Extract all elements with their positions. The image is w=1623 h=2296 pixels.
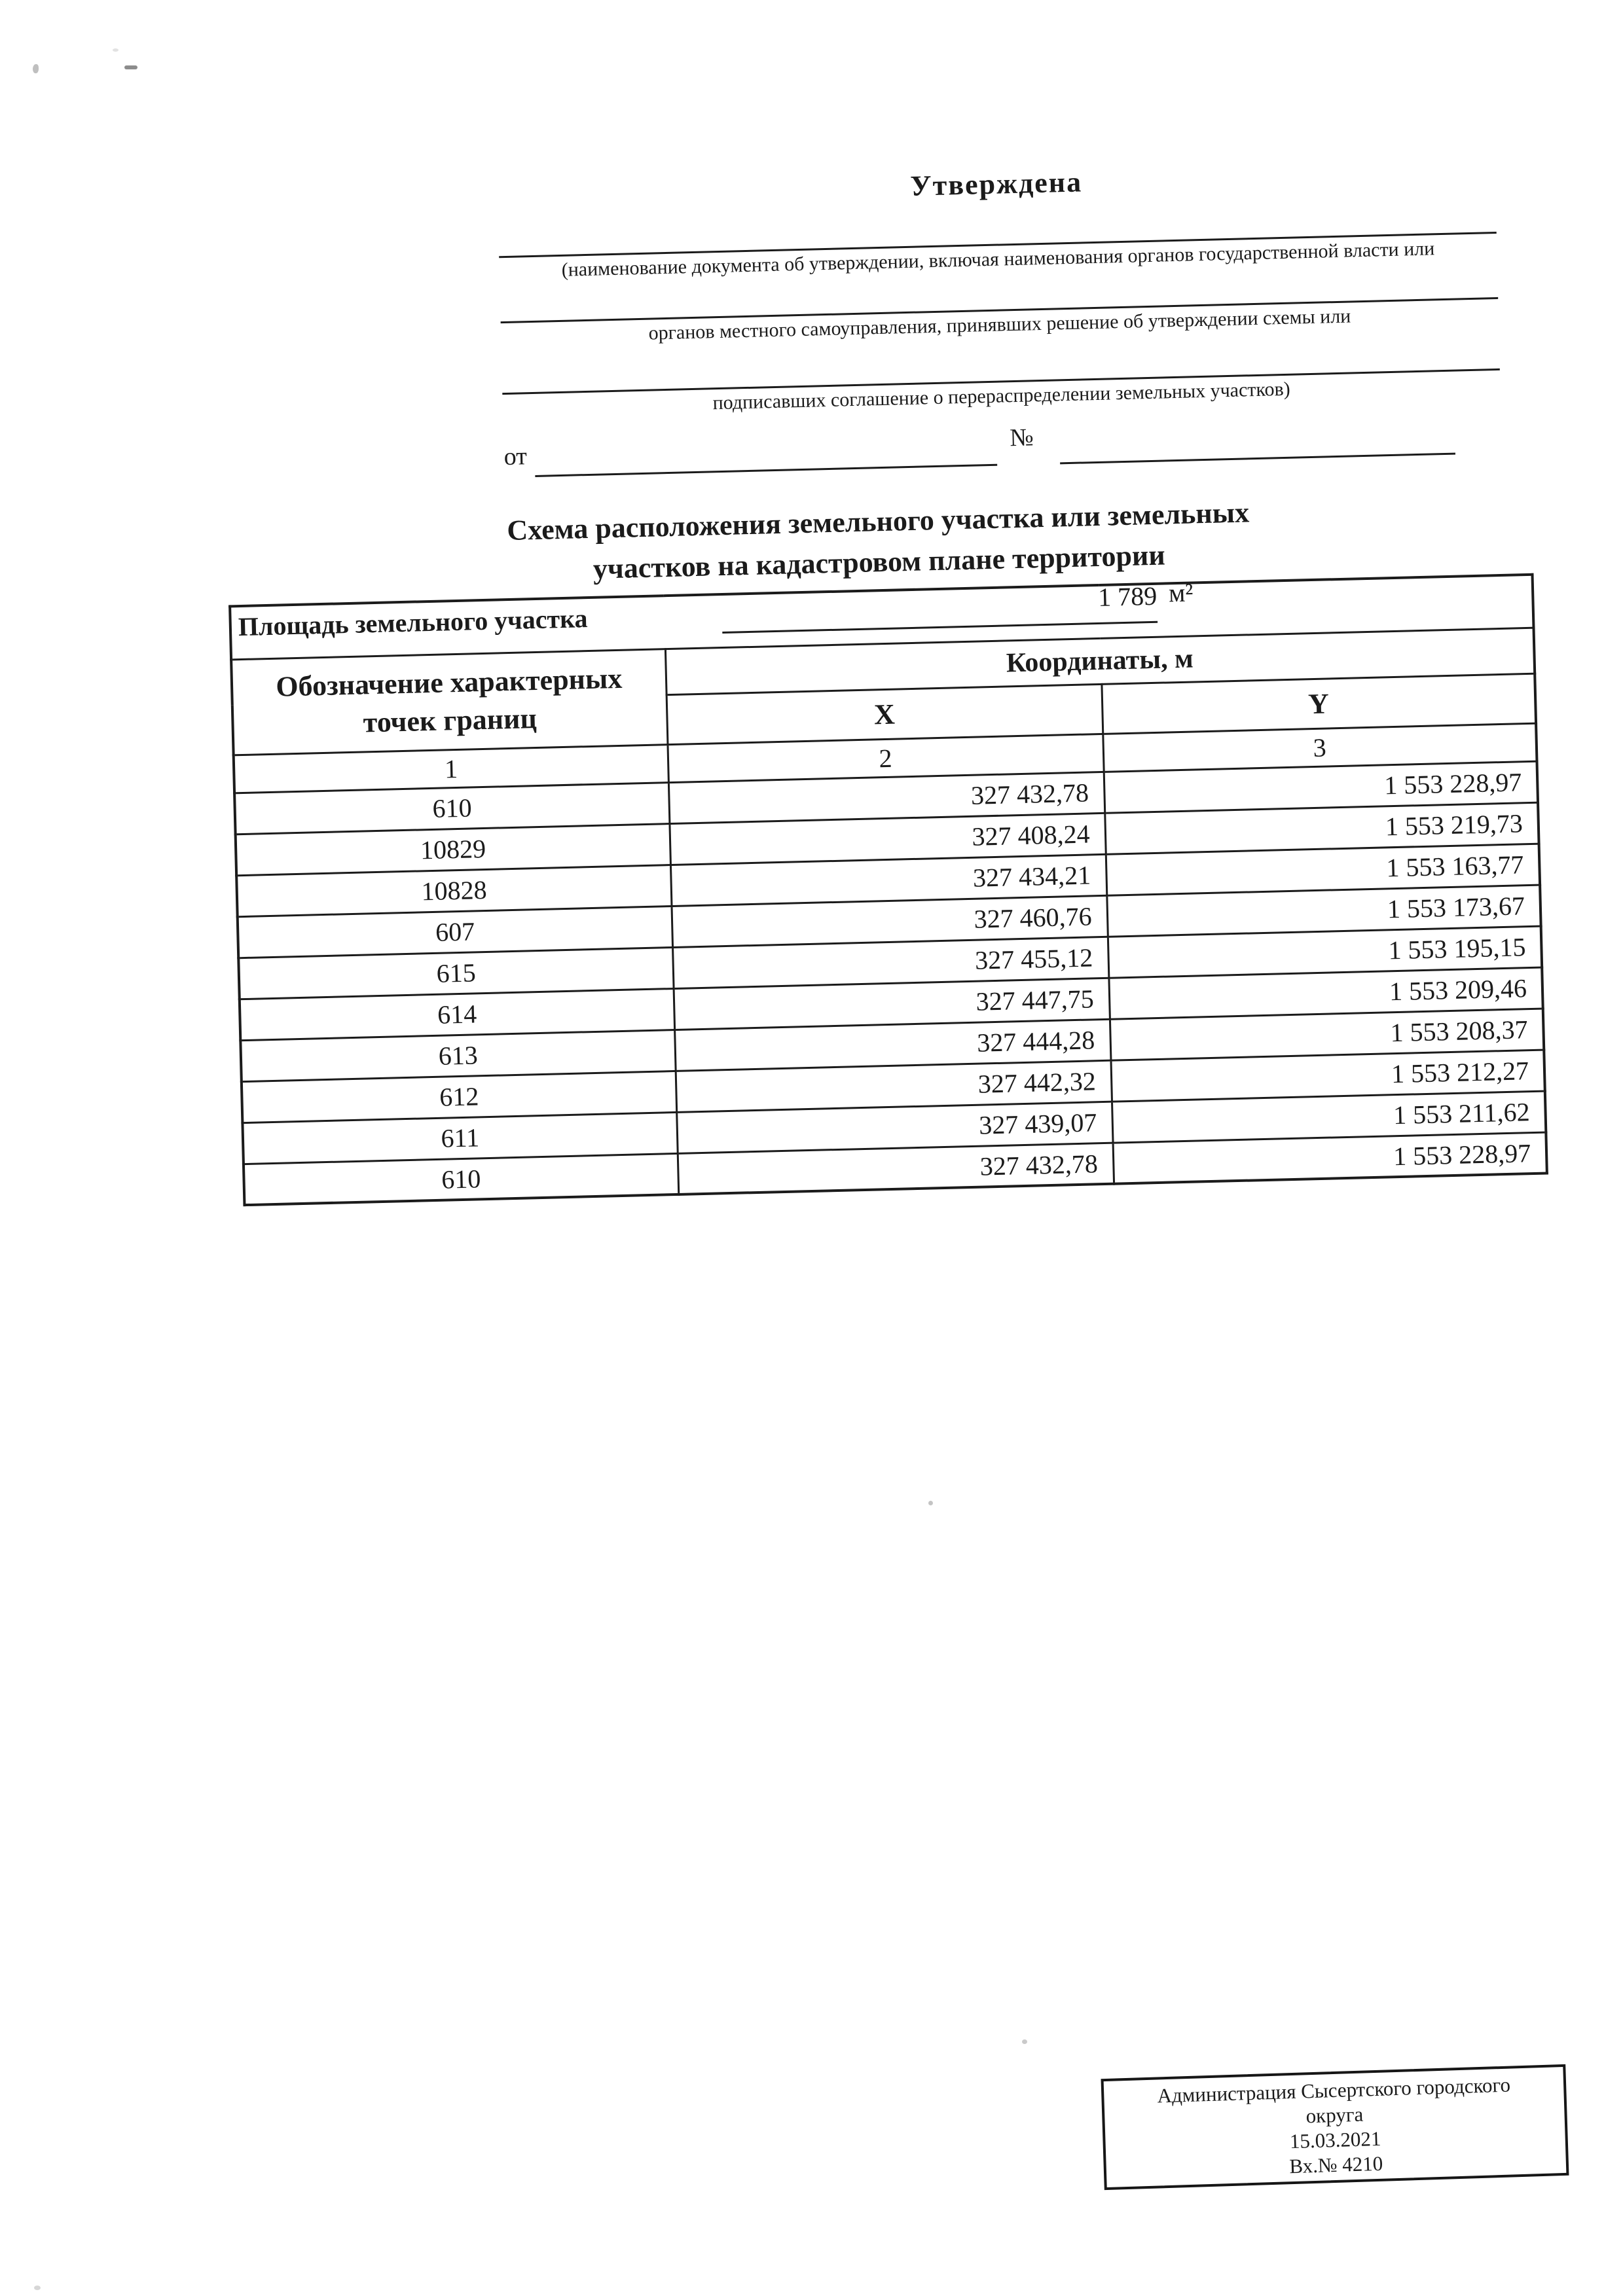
signature-group-2 [501, 297, 1499, 350]
column-number-2: 2 [667, 734, 1103, 782]
coordinate-cell-x: 327 460,76 [671, 895, 1107, 947]
area-underline [722, 620, 1158, 633]
coordinate-cell-point: 610 [244, 1153, 678, 1205]
coordinate-cell-x: 327 442,32 [676, 1060, 1112, 1112]
coordinate-cell-x: 327 408,24 [669, 813, 1105, 865]
approval-block [493, 0, 1502, 478]
from-label: от [503, 442, 528, 471]
area-value: 1 789 [1097, 581, 1158, 612]
coordinates-rows [234, 761, 1547, 1205]
scan-speck [1022, 2039, 1027, 2044]
points-column-header: Обозначение характерных точек границ [231, 649, 667, 755]
coordinate-cell-y: 1 553 208,37 [1110, 1009, 1544, 1060]
signature-caption: подписавших соглашение о перераспределении земельных участков) [712, 378, 1291, 414]
coordinate-cell-point: 607 [238, 906, 672, 958]
date-blank-line [535, 464, 997, 477]
stamp-org-line-1: Администрация Сысертского городского [1157, 2073, 1511, 2108]
stamp-incoming-number: Вх.№ 4210 [1288, 2151, 1383, 2178]
scan-speck [34, 2286, 41, 2290]
signature-caption: (наименование документа об утверждении, включая наименования органов государственной власти или [561, 238, 1435, 281]
coordinate-cell-y: 1 553 212,27 [1110, 1050, 1544, 1102]
number-symbol: № [1009, 423, 1034, 452]
date-number-row [503, 416, 1502, 478]
coordinate-cell-point: 611 [242, 1112, 677, 1164]
column-number-1: 1 [234, 744, 668, 793]
coordinates-table [228, 573, 1548, 1206]
coordinate-cell-point: 10829 [236, 823, 670, 875]
document-title-line-2: участков на кадастровом плане территории [593, 539, 1166, 585]
coordinate-cell-point: 10828 [236, 865, 671, 916]
coordinate-cell-x: 327 432,78 [668, 772, 1104, 823]
coordinate-cell-point: 613 [240, 1030, 675, 1081]
coordinate-cell-point: 615 [238, 947, 673, 999]
registration-stamp [1101, 2064, 1569, 2190]
y-column-header: Y [1101, 673, 1536, 734]
signature-group-3 [502, 368, 1501, 421]
coordinate-cell-y: 1 553 195,15 [1108, 926, 1542, 978]
coordinate-cell-point: 614 [240, 988, 674, 1040]
document-title-line-1: Схема расположения земельного участка или земельных [506, 496, 1250, 547]
coordinate-cell-y: 1 553 211,62 [1112, 1091, 1546, 1143]
coordinate-cell-x: 327 432,78 [678, 1143, 1114, 1194]
coordinate-cell-point: 610 [234, 782, 669, 834]
coordinate-cell-y: 1 553 228,97 [1113, 1132, 1547, 1184]
area-label: Площадь земельного участка [238, 603, 589, 642]
coordinate-cell-y: 1 553 163,77 [1106, 844, 1540, 895]
coordinate-cell-x: 327 439,07 [676, 1102, 1112, 1153]
coordinate-cell-x: 327 444,28 [674, 1019, 1110, 1071]
coordinate-cell-x: 327 434,21 [670, 854, 1106, 906]
approval-title: Утверждена [909, 166, 1083, 202]
coordinate-cell-y: 1 553 219,73 [1104, 802, 1539, 854]
stamp-org-line-2: округа [1305, 2102, 1364, 2128]
coordinate-cell-y: 1 553 209,46 [1108, 967, 1542, 1019]
signature-group-1 [499, 232, 1497, 284]
coordinate-cell-y: 1 553 173,67 [1106, 885, 1541, 937]
coordinate-cell-point: 612 [242, 1071, 676, 1122]
stamp-date: 15.03.2021 [1289, 2126, 1381, 2153]
coordinate-cell-y: 1 553 228,97 [1104, 761, 1538, 813]
coordinate-cell-x: 327 455,12 [672, 937, 1108, 988]
scan-speck [928, 1501, 933, 1505]
coordinates-header: Координаты, м [665, 628, 1535, 694]
column-number-3: 3 [1103, 723, 1537, 772]
area-unit: м² [1168, 577, 1194, 607]
number-blank-line [1060, 453, 1455, 465]
signature-caption: органов местного самоуправления, принявших решение об утверждении схемы или [648, 305, 1351, 344]
x-column-header: X [666, 684, 1103, 744]
coordinate-cell-x: 327 447,75 [674, 978, 1110, 1030]
